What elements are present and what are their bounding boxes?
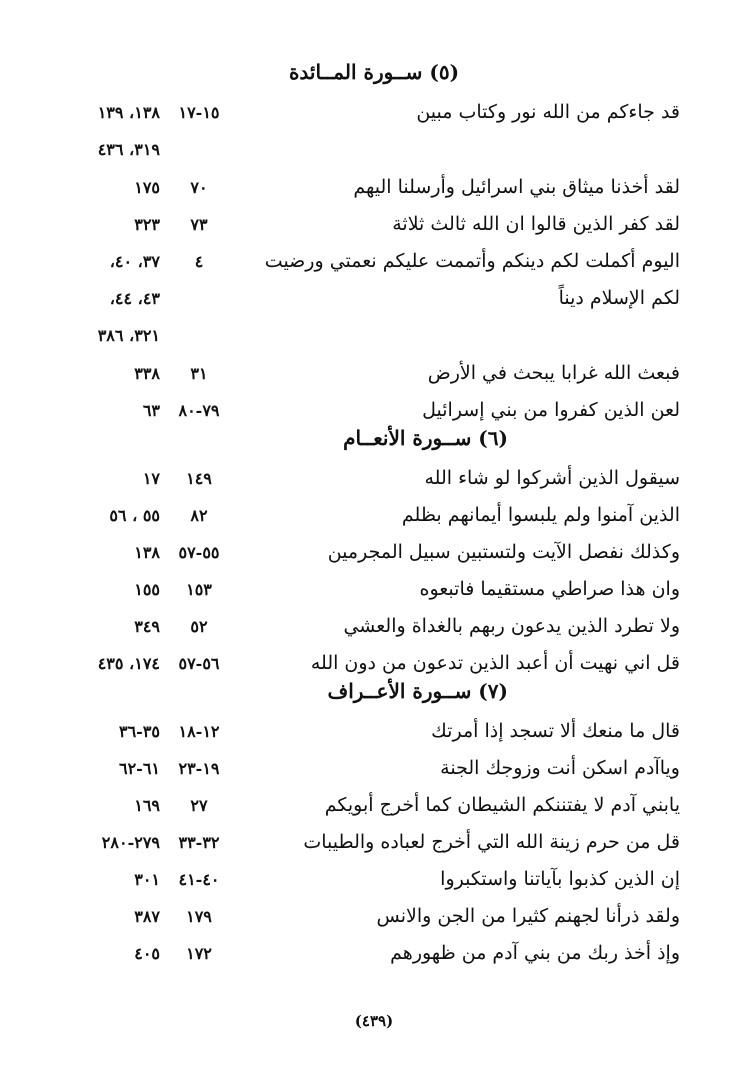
- page-reference: ١٥٥: [134, 579, 160, 599]
- index-row: [60, 244, 688, 278]
- verse-text: الذين آمنوا ولم يلبسوا أيمانهم بظلم: [401, 504, 680, 526]
- verse-number: ٤: [194, 251, 204, 271]
- verse-text: فبعث الله غرابا يبحث في الأرض: [427, 362, 680, 384]
- verse-number: ٧٣: [190, 214, 208, 234]
- index-row: [60, 498, 688, 532]
- page-reference: ٣٠١: [134, 869, 160, 889]
- surah-heading: (٧) ســورة الأعــراف: [327, 679, 508, 703]
- index-row: [60, 535, 688, 569]
- verse-number: ٥٦-٥٧: [178, 653, 220, 673]
- index-row: [60, 95, 688, 129]
- verse-number: ٧٩-٨٠: [178, 400, 220, 420]
- verse-text: وان هذا صراطي مستقيما فاتبعوه: [419, 578, 680, 600]
- verse-number: ٨٢: [190, 505, 208, 525]
- page-number: (٤٣٩): [354, 1012, 394, 1030]
- verse-text: اليوم أكملت لكم دينكم وأتممت عليكم نعمتي ورضيت: [264, 250, 680, 272]
- index-row: [60, 356, 688, 390]
- page-reference: ٦٣: [142, 400, 160, 420]
- index-row: [60, 132, 688, 166]
- index-row: [60, 751, 688, 785]
- index-row: [60, 318, 688, 352]
- verse-text: قل اني نهيت أن أعبد الذين تدعون من دون الله: [310, 652, 680, 674]
- verse-text: يابني آدم لا يفتننكم الشيطان كما أخرج أبويكم: [324, 794, 680, 816]
- page-reference: ٣٧، ٤٠،: [109, 251, 160, 271]
- index-row: [60, 936, 688, 970]
- page-reference: ٥٥ ، ٥٦: [109, 505, 160, 525]
- page-reference: ٤٠٥: [134, 943, 160, 963]
- page-reference: ٣٣٨: [134, 363, 160, 383]
- verse-text: وكذلك نفصل الآيت ولتستبين سبيل المجرمين: [327, 541, 680, 563]
- verse-number: ٥٢: [190, 616, 208, 636]
- verse-number: ١٢-١٨: [178, 721, 220, 741]
- page-reference: ٢٧٩-٢٨٠: [101, 832, 160, 852]
- index-row: [60, 572, 688, 606]
- page-reference: ١٦٩: [134, 795, 160, 815]
- page-reference: ٣٢٣: [134, 214, 160, 234]
- verse-text: سيقول الذين أشركوا لو شاء الله: [424, 467, 680, 489]
- verse-number: ١٥-١٧: [178, 102, 220, 122]
- verse-number: ٥٥-٥٧: [178, 542, 220, 562]
- verse-number: ١٥٣: [186, 579, 212, 599]
- page-reference: ١٧٥: [134, 177, 160, 197]
- verse-number: ٣١: [190, 363, 208, 383]
- verse-text: لقد كفر الذين قالوا ان الله ثالث ثلاثة: [392, 213, 680, 235]
- page-reference: ٣١٩، ٤٣٦: [97, 139, 160, 159]
- index-row: [60, 609, 688, 643]
- surah-heading: (٥) ســورة المــائدة: [288, 60, 460, 84]
- verse-text: ولا تطرد الذين يدعون ربهم بالغداة والعشي: [343, 615, 680, 637]
- verse-number: ١٧٩: [186, 906, 212, 926]
- index-row: [60, 714, 688, 748]
- page-reference: ١٧٤، ٤٣٥: [97, 653, 160, 673]
- verse-text: قد جاءكم من الله نور وكتاب مبين: [416, 101, 680, 123]
- verse-number: ٤٠-٤١: [178, 869, 220, 889]
- page-reference: ١٣٨، ١٣٩: [97, 102, 160, 122]
- verse-number: ١٧٢: [186, 943, 212, 963]
- page-reference: ٣٤٩: [134, 616, 160, 636]
- verse-number: ٧٠: [190, 177, 208, 197]
- index-row: [60, 207, 688, 241]
- page-reference: ١٧: [142, 468, 160, 488]
- surah-heading: (٦) ســورة الأنعــام: [343, 426, 508, 450]
- page-reference: ١٣٨: [134, 542, 160, 562]
- verse-text: قل من حرم زينة الله التي أخرج لعباده والطيبات: [303, 831, 680, 853]
- verse-number: ١٩-٢٣: [178, 758, 220, 778]
- verse-text: وياآدم اسكن أنت وزوجك الجنة: [440, 757, 680, 779]
- verse-number: ٢٧: [190, 795, 208, 815]
- page-reference: ٣٢١، ٣٨٦: [97, 325, 160, 345]
- verse-text: لعن الذين كفروا من بني إسرائيل: [422, 399, 680, 421]
- verse-text: لقد أخذنا ميثاق بني اسرائيل وأرسلنا اليهم: [353, 176, 680, 198]
- index-row: [60, 461, 688, 495]
- index-row: [60, 281, 688, 315]
- page-reference: ٣٥-٣٦: [118, 721, 160, 741]
- verse-text: ولقد ذرأنا لجهنم كثيرا من الجن والانس: [376, 905, 680, 927]
- index-row: [60, 899, 688, 933]
- index-row: [60, 170, 688, 204]
- page-reference: ٤٣، ٤٤،: [109, 288, 160, 308]
- page-reference: ٣٨٧: [134, 906, 160, 926]
- index-row: [60, 788, 688, 822]
- verse-text: لكم الإسلام ديناً: [558, 287, 680, 309]
- verse-text: إن الذين كذبوا بآياتنا واستكبروا: [440, 868, 680, 890]
- verse-number: ٣٢-٣٣: [178, 832, 220, 852]
- index-row: [60, 862, 688, 896]
- verse-text: قال ما منعك ألا تسجد إذا أمرتك: [431, 720, 680, 742]
- page-reference: ٦١-٦٢: [118, 758, 160, 778]
- index-row: [60, 825, 688, 859]
- verse-number: ١٤٩: [186, 468, 212, 488]
- verse-text: وإذ أخذ ربك من بني آدم من ظهورهم: [390, 942, 680, 964]
